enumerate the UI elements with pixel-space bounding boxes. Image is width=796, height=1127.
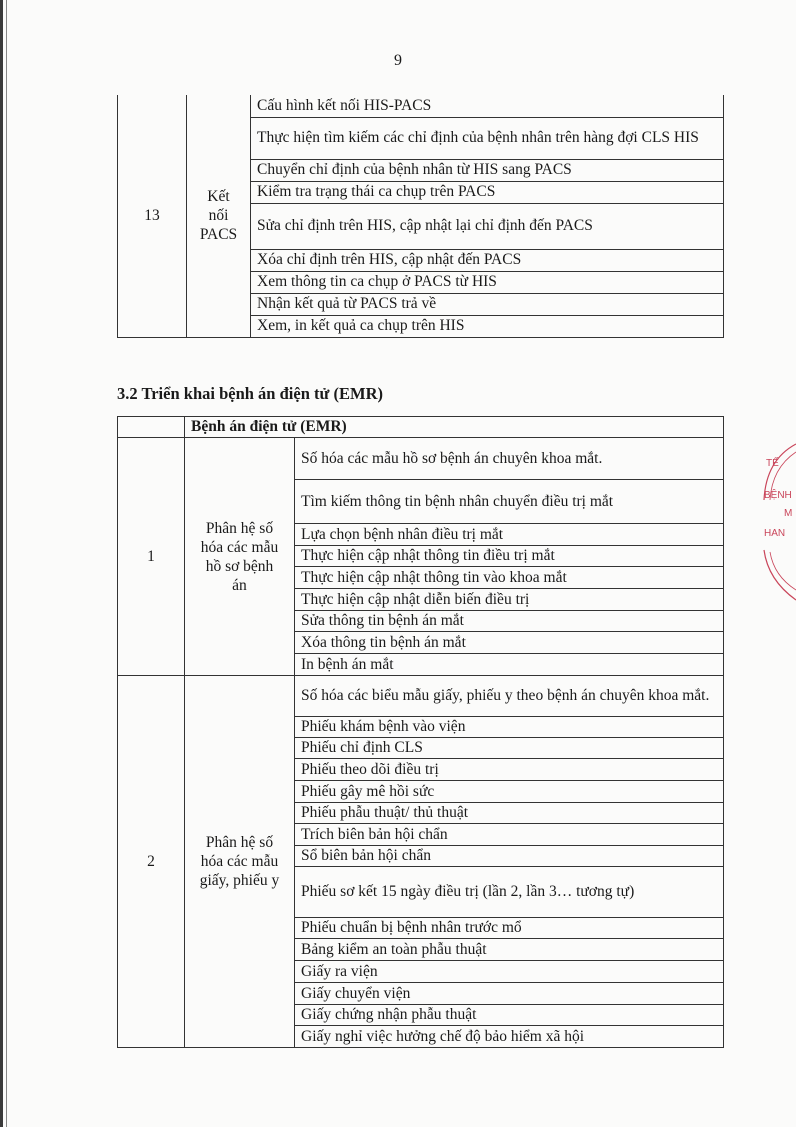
feature-item: Giấy chuyển viện xyxy=(295,983,724,1005)
feature-item: Xem thông tin ca chụp ở PACS từ HIS xyxy=(251,271,724,293)
header-empty-cell xyxy=(118,417,185,438)
feature-item: Kiểm tra trạng thái ca chụp trên PACS xyxy=(251,181,724,203)
module-name: Kết nối PACS xyxy=(187,95,251,337)
feature-item: Lựa chọn bệnh nhân điều trị mắt xyxy=(295,524,724,546)
feature-item: Sổ biên bản hội chẩn xyxy=(295,846,724,867)
feature-item: Nhận kết quả từ PACS trả về xyxy=(251,293,724,315)
page-edge-line xyxy=(6,0,7,1127)
feature-item: Thực hiện tìm kiếm các chỉ định của bệnh nhân trên hàng đợi CLS HIS xyxy=(251,117,724,159)
feature-item: Phiếu chuẩn bị bệnh nhân trước mổ xyxy=(295,918,724,939)
feature-item: Phiếu phẫu thuật/ thủ thuật xyxy=(295,803,724,824)
module-name: Phân hệ số hóa các mẫu giấy, phiếu y xyxy=(185,676,295,1048)
feature-item: Trích biên bản hội chẩn xyxy=(295,824,724,846)
feature-item: Số hóa các biểu mẫu giấy, phiếu y theo bệnh án chuyên khoa mắt. xyxy=(295,676,724,717)
feature-item: Sửa thông tin bệnh án mắt xyxy=(295,611,724,632)
group-number: 2 xyxy=(118,676,185,1048)
feature-item: Số hóa các mẫu hồ sơ bệnh án chuyên khoa mắt. xyxy=(295,438,724,480)
feature-item: Xem, in kết quả ca chụp trên HIS xyxy=(251,315,724,337)
feature-item: Phiếu chỉ định CLS xyxy=(295,738,724,759)
feature-item: Thực hiện cập nhật diễn biến điều trị xyxy=(295,589,724,611)
feature-item: Sửa chỉ định trên HIS, cập nhật lại chỉ định đến PACS xyxy=(251,203,724,249)
emr-table xyxy=(117,416,724,1048)
module-name: Phân hệ số hóa các mẫu hồ sơ bệnh án xyxy=(185,438,295,676)
section-title: 3.2 Triển khai bệnh án điện tử (EMR) xyxy=(117,384,383,403)
row-number: 13 xyxy=(118,95,187,337)
group-number: 1 xyxy=(118,438,185,676)
pacs-table xyxy=(117,95,724,338)
feature-item: Xóa chỉ định trên HIS, cập nhật đến PACS xyxy=(251,249,724,271)
feature-item: Xóa thông tin bệnh án mắt xyxy=(295,632,724,654)
feature-item: Tìm kiếm thông tin bệnh nhân chuyển điều trị mắt xyxy=(295,480,724,524)
feature-item: Bảng kiểm an toàn phẫu thuật xyxy=(295,939,724,961)
feature-item: Cấu hình kết nối HIS-PACS xyxy=(251,95,724,117)
feature-item: Giấy nghỉ việc hưởng chế độ bảo hiểm xã hội xyxy=(295,1026,724,1048)
page-edge-shadow xyxy=(0,0,3,1127)
feature-item: Thực hiện cập nhật thông tin vào khoa mắt xyxy=(295,567,724,589)
feature-item: Phiếu theo dõi điều trị xyxy=(295,759,724,781)
feature-item: Phiếu gây mê hồi sức xyxy=(295,781,724,803)
feature-item: In bệnh án mắt xyxy=(295,654,724,676)
feature-item: Chuyển chỉ định của bệnh nhân từ HIS sang PACS xyxy=(251,159,724,181)
page-number: 9 xyxy=(394,52,402,69)
stamp-fragment: TẾ BỆNH M HAN xyxy=(758,440,796,610)
feature-item: Thực hiện cập nhật thông tin điều trị mắt xyxy=(295,546,724,567)
table-header: Bệnh án điện tử (EMR) xyxy=(185,417,724,438)
feature-item: Giấy chứng nhận phẫu thuật xyxy=(295,1005,724,1026)
feature-item: Phiếu khám bệnh vào viện xyxy=(295,717,724,738)
feature-item: Giấy ra viện xyxy=(295,961,724,983)
feature-item: Phiếu sơ kết 15 ngày điều trị (lần 2, lần 3… tương tự) xyxy=(295,867,724,918)
